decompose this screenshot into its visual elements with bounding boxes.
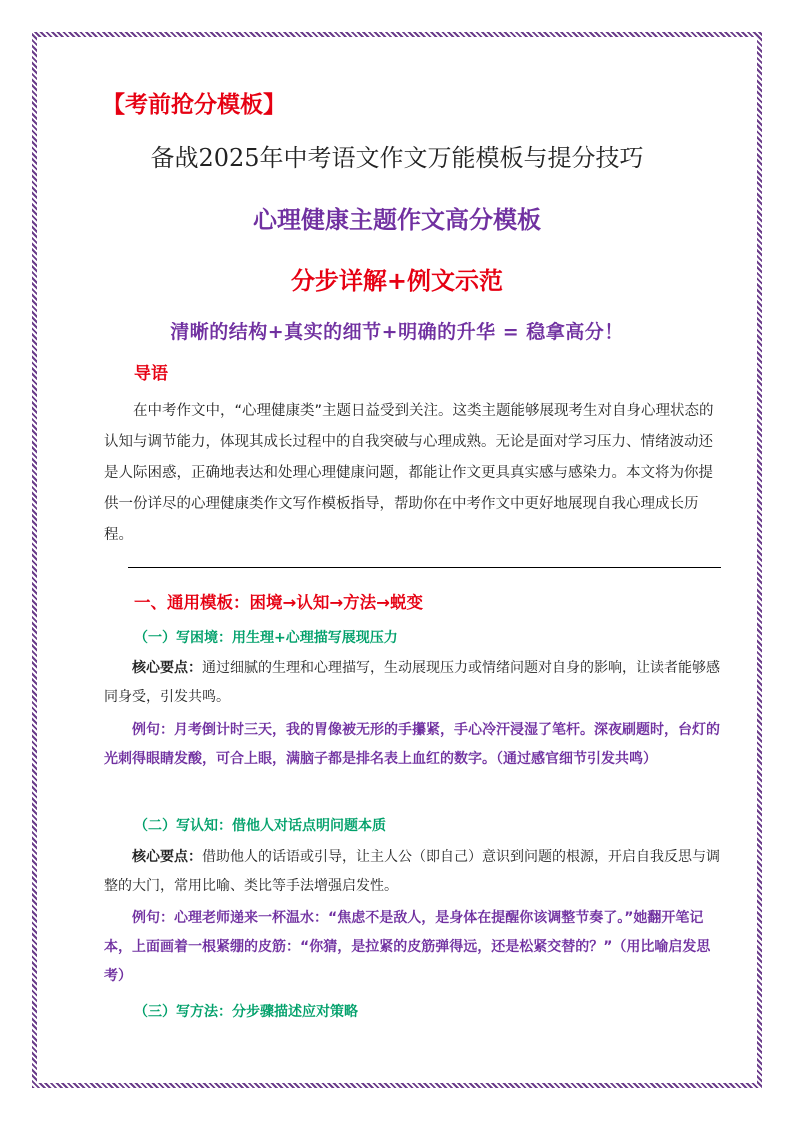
core-label: 核心要点：	[132, 660, 202, 676]
part1-core-paragraph	[104, 654, 724, 712]
intro-heading: 导语	[134, 364, 168, 384]
core-label: 核心要点：	[132, 849, 202, 865]
part2-example-paragraph	[104, 904, 724, 991]
document-subtitle: 备战2025年中考语文作文万能模板与提分技巧	[150, 144, 644, 172]
part2-core-paragraph	[104, 843, 724, 901]
intro-paragraph: 在中考作文中，“心理健康类”主题日益受到关注。这类主题能够展现考生对自身心理状态的认知与调节能力，体现其成长过程中的自我突破与心理成熟。无论是面对学习压力、情绪波动还是人际困惑，正确地表达和处理心理健康问题，都能让作文更具真实感与感染力。本文将为你提供一份详尽的心理健康类作文写作模板指导，帮助你在中考作文中更好地展现自我心理成长历程。	[104, 403, 714, 543]
example-text: 月考倒计时三天，我的胃像被无形的手攥紧，手心冷汗浸湿了笔杆。深夜刷题时，台灯的光刺得眼睛发酸，可合上眼，满脑子都是排名表上血红的数字。（通过感官细节引发共鸣）	[104, 722, 720, 767]
core-text: 通过细腻的生理和心理描写，生动展现压力或情绪问题对自身的影响，让读者能够感同身受，引发共鸣。	[104, 660, 720, 705]
formula-line: 清晰的结构+真实的细节+明确的升华 = 稳拿高分！	[170, 321, 624, 343]
steps-title: 分步详解+例文示范	[290, 267, 504, 295]
theme-title: 心理健康主题作文高分模板	[253, 206, 541, 234]
section-divider	[128, 567, 721, 568]
part3-title: （三）写方法：分步骤描述应对策略	[134, 1004, 358, 1020]
part1-example-paragraph	[104, 716, 724, 774]
example-label: 例句：	[132, 722, 174, 738]
example-text: 心理老师递来一杯温水：“焦虑不是敌人，是身体在提醒你该调整节奏了。”她翻开笔记本，上面画着一根紧绷的皮筋：“你猜，是拉紧的皮筋弹得远，还是松紧交替的？”（用比喻启发思考）	[104, 910, 711, 984]
tag-label: 【考前抢分模板】	[102, 92, 286, 118]
example-label: 例句：	[132, 910, 174, 926]
core-text: 借助他人的话语或引导，让主人公（即自己）意识到问题的根源，开启自我反思与调整的大门，常用比喻、类比等手法增强启发性。	[104, 849, 720, 894]
part2-title: （二）写认知：借他人对话点明问题本质	[134, 818, 386, 834]
part1-title: （一）写困境：用生理+心理描写展现压力	[134, 630, 398, 646]
section1-title: 一、通用模板：困境→认知→方法→蜕变	[134, 593, 423, 612]
